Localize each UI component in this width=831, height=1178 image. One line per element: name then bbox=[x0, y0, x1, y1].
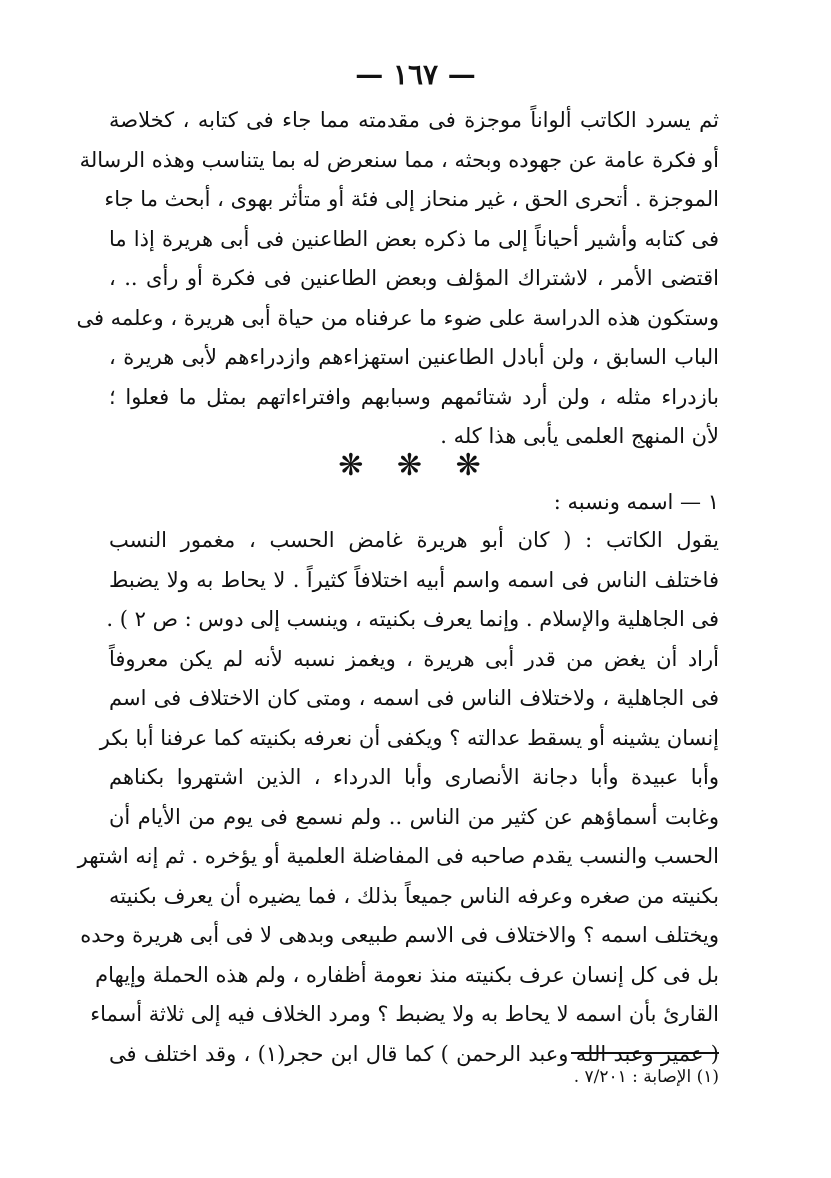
text-line: لأن المنهج العلمى يأبى هذا كله . bbox=[440, 424, 719, 448]
text-line: أراد أن يغض من قدر أبى هريرة ، ويغمز نسبه لأنه لم يكن معروفاً bbox=[109, 646, 719, 671]
text-line: اقتضى الأمر ، لاشتراك المؤلف وبعض الطاعنين فى فكرة أو رأى .. ، bbox=[109, 266, 719, 290]
text-line: وستكون هذه الدراسة على ضوء ما عرفناه من حياة أبى هريرة ، وعلمه فى bbox=[76, 305, 719, 330]
text-line: أو فكرة عامة عن جهوده وبحثه ، مما سنعرض له بما يتناسب وهذه الرسالة bbox=[79, 147, 719, 172]
section-separator: ❋ ❋ ❋ bbox=[338, 448, 493, 483]
text-line: يقول الكاتب : ( كان أبو هريرة غامض الحسب ، مغمور النسب bbox=[109, 528, 719, 552]
text-line: القارئ بأن اسمه لا يحاط به ولا يضبط ؟ ومرد الخلاف فيه إلى ثلاثة أسماء bbox=[90, 1002, 719, 1026]
text-line: وغابت أسماؤهم عن كثير من الناس .. ولم نسمع فى يوم من الأيام أن bbox=[109, 804, 719, 829]
text-line: فاختلف الناس فى اسمه واسم أبيه اختلافاً كثيراً . لا يحاط به ولا يضبط bbox=[109, 567, 719, 592]
text-line: إنسان يشينه أو يسقط عدالته ؟ ويكفى أن نعرفه بكنيته كما عرفنا أبا بكر bbox=[99, 725, 719, 750]
text-line: بازدراء مثله ، ولن أرد شتائمهم وسبابهم وافتراءاتهم بمثل ما فعلوا ؛ bbox=[109, 384, 719, 409]
text-line: ثم يسرد الكاتب ألواناً موجزة فى مقدمته مما جاء فى كتابه ، كخلاصة bbox=[109, 108, 719, 132]
intro-paragraph bbox=[76, 101, 719, 457]
text-line: فى كتابه وأشير أحياناً إلى ما ذكره بعض الطاعنين فى أبى هريرة إذا ما bbox=[109, 226, 719, 251]
footnote: (١) الإصابة : ٧/٢٠١ . bbox=[573, 1067, 719, 1087]
section-heading: ١ — اسمه ونسبه : bbox=[553, 490, 719, 514]
text-line: فى الجاهلية والإسلام . وإنما يعرف بكنيته ، وينسب إلى دوس : ص ٢ ) . bbox=[106, 607, 719, 631]
text-line: الحسب والنسب يقدم صاحبه فى المفاضلة العلمية أو يؤخره . ثم إنه اشتهر bbox=[77, 844, 719, 868]
text-line: الباب السابق ، ولن أبادل الطاعنين استهزاءهم وازدراءهم لأبى هريرة ، bbox=[109, 345, 719, 369]
text-line: ( عمير وعبد الله وعبد الرحمن ) كما قال ابن حجر(١) ، وقد اختلف فى bbox=[109, 1041, 719, 1066]
text-line: الموجزة . أتحرى الحق ، غير منحاز إلى فئة أو متأثر بهوى ، أبحث ما جاء bbox=[104, 187, 719, 211]
footnote-divider bbox=[571, 1052, 719, 1054]
text-line: وأبا عبيدة وأبا دجانة الأنصارى وأبا الدرداء ، الذين اشتهروا بكناهم bbox=[109, 765, 719, 789]
page-number: — ١٦٧ — bbox=[355, 58, 476, 91]
text-line: بل فى كل إنسان عرف بكنيته منذ نعومة أظفاره ، ولم هذه الحملة وإيهام bbox=[95, 962, 719, 987]
body-paragraph bbox=[77, 521, 719, 1074]
text-line: فى الجاهلية ، ولاختلاف الناس فى اسمه ، ومتى كان الاختلاف فى اسم bbox=[109, 686, 719, 710]
text-line: ويختلف اسمه ؟ والاختلاف فى الاسم طبيعى وبدهى لا فى أبى هريرة وحده bbox=[80, 923, 719, 947]
text-line: بكنيته من صغره وعرفه الناس جميعاً بذلك ، فما يضيره أن يعرف بكنيته bbox=[109, 883, 719, 908]
